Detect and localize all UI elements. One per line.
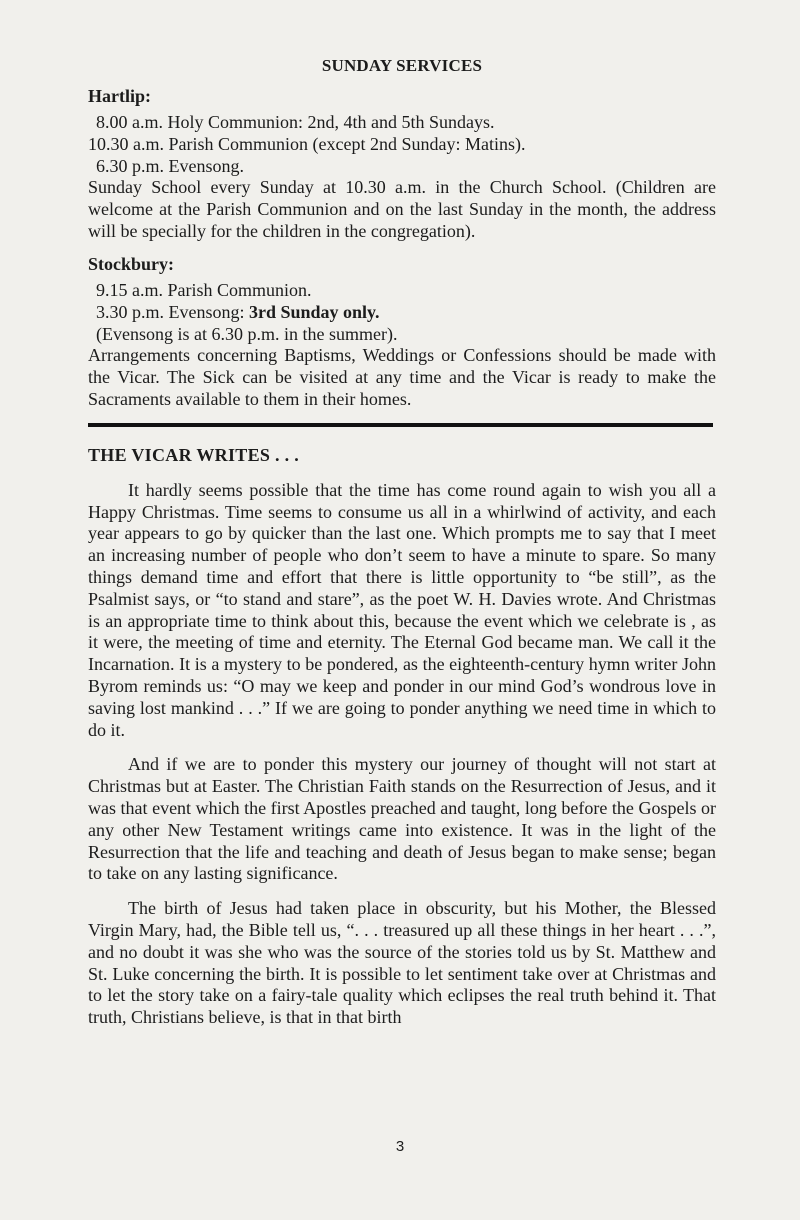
stockbury-service-2-emphasis: 3rd Sunday only. [249, 302, 380, 323]
hartlip-service-3: 6.30 p.m. Evensong. [96, 156, 244, 176]
hartlip-service-1: 8.00 a.m. Holy Communion: 2nd, 4th and 5th Sundays. [96, 112, 495, 132]
vicar-paragraph-1: It hardly seems possible that the time has come round again to wish you all a Happy Christmas. Time seems to consume us all in a whirlwind of activity, and each year appears to go by quicker than the last one. Which prompts me to say that I meet an increasing number of people who don’t seem to have a minute to spare. So many things demand time and effort that there is little opportunity to “be still”, as the Psalmist says, or “to stand and stare”, as the poet W. H. Davies wrote. And Christmas is an appropriate time to think about this, because the event which we celebrate is , as it were, the meeting of time and eternity. The Eternal God became man. We call it the Incarnation. It is a mystery to be pondered, as the eighteenth-century hymn writer John Byrom reminds us: “O may we keep and ponder in our mind God’s wondrous love in saving lost mankind . . .” If we are going to ponder anything we need time in which to do it. [88, 479, 716, 740]
page-number: 3 [395, 1138, 405, 1155]
vicar-paragraph-2: And if we are to ponder this mystery our journey of thought will not start at Christmas but at Easter. The Christian Faith stands on the Resurrection of Jesus, and it was that event which the first Apostles preached and taught, long before the Gospels or any other New Testament writings came into existence. It was in the light of the Resurrection that the life and teaching and death of Jesus began to make sense; began to take on any lasting significance. [88, 754, 716, 884]
newsletter-page [88, 56, 716, 1042]
stockbury-heading: Stockbury: [88, 254, 175, 275]
hartlip-heading: Hartlip: [88, 86, 151, 106]
hartlip-service-2: 10.30 a.m. Parish Communion (except 2nd Sunday: Matins). [88, 134, 526, 154]
stockbury-service-2 [88, 301, 716, 323]
stockbury-service-3: (Evensong is at 6.30 p.m. in the summer). [96, 324, 398, 345]
vicar-paragraph-3: The birth of Jesus had taken place in obscurity, but his Mother, the Blessed Virgin Mary, had, the Bible tell us, “. . . treasured up all these things in her heart . . .”, and no doubt it was she who was the source of the stories told us by St. Matthew and St. Luke concerning the birth. It is possible to let sentiment take over at Christmas and to let the story take on a fairy-tale quality which eclipses the real truth behind it. That truth, Christians believe, is that in that birth [88, 898, 716, 1028]
hartlip-sunday-school-note: Sunday School every Sunday at 10.30 a.m. in the Church School. (Children are welcome at the Parish Communion and on the last Sunday in the month, the address will be specially for the children in the congregation). [88, 177, 716, 241]
stockbury-arrangements-note: Arrangements concerning Baptisms, Weddings or Confessions should be made with the Vicar. The Sick can be visited at any time and the Vicar is ready to make the Sacraments available to them in their homes. [88, 345, 716, 409]
stockbury-service-1: 9.15 a.m. Parish Communion. [96, 280, 312, 301]
stockbury-section [88, 254, 716, 410]
hartlip-section [88, 86, 716, 242]
vicar-heading: THE VICAR WRITES . . . [88, 444, 299, 465]
section-divider [88, 423, 713, 427]
stockbury-service-2-text: 3.30 p.m. Evensong: [96, 302, 249, 323]
page-title: SUNDAY SERVICES [321, 56, 483, 75]
